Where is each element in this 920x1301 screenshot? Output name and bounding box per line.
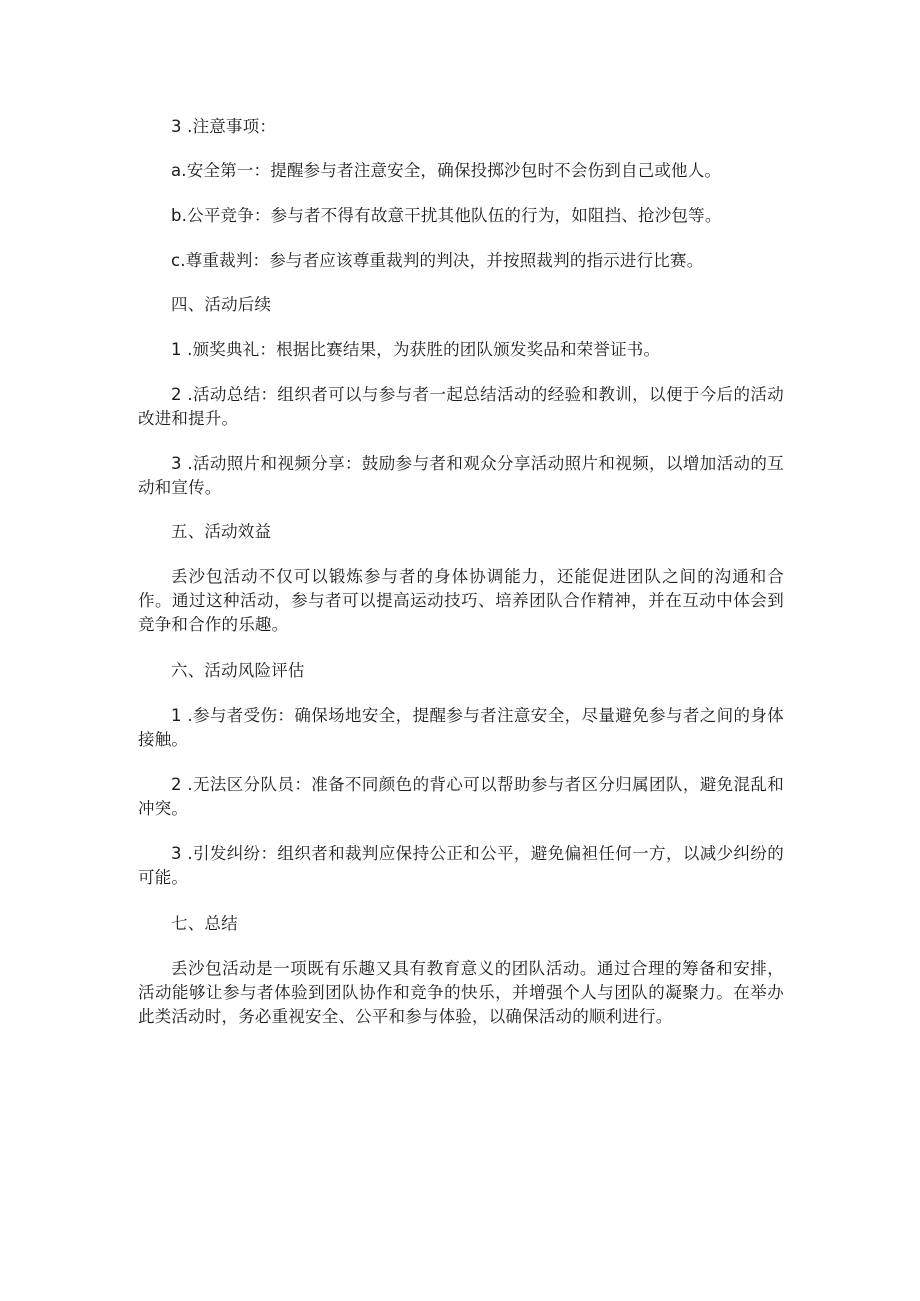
risks-item-3: 3 .引发纠纷：组织者和裁判应保持公正和公平，避免偏袒任何一方，以减少纠纷的可能。: [138, 844, 784, 887]
risks-item-2: 2 .无法区分队员：准备不同颜色的背心可以帮助参与者区分归属团队，避免混乱和冲突。: [138, 775, 784, 818]
followup-item-2: 2 .活动总结：组织者可以与参与者一起总结活动的经验和教训，以便于今后的活动改进和提升。: [138, 385, 784, 428]
notes-item-c: c.尊重裁判：参与者应该尊重裁判的判决，并按照裁判的指示进行比赛。: [171, 251, 704, 270]
followup-item-3: 3 .活动照片和视频分享：鼓励参与者和观众分享活动照片和视频，以增加活动的互动和宣传。: [138, 454, 784, 497]
notes-item-a: a.安全第一：提醒参与者注意安全，确保投掷沙包时不会伤到自己或他人。: [171, 161, 722, 180]
notes-item-b: b.公平竞争：参与者不得有故意干扰其他队伍的行为，如阻挡、抢沙包等。: [171, 206, 722, 225]
followup-heading: 四、活动后续: [171, 295, 272, 314]
summary-heading: 七、总结: [171, 914, 238, 933]
risks-heading: 六、活动风险评估: [171, 661, 305, 680]
notes-heading: 3 .注意事项：: [171, 117, 277, 136]
risks-item-1: 1 .参与者受伤：确保场地安全，提醒参与者注意安全，尽量避免参与者之间的身体接触。: [138, 706, 784, 749]
followup-item-1: 1 .颁奖典礼：根据比赛结果，为获胜的团队颁发奖品和荣誉证书。: [171, 340, 661, 359]
benefits-heading: 五、活动效益: [171, 522, 272, 541]
benefits-text: 丢沙包活动不仅可以锻炼参与者的身体协调能力，还能促进团队之间的沟通和合作。通过这种活动，参与者可以提高运动技巧、培养团队合作精神，并在互动中体会到竞争和合作的乐趣。: [138, 567, 784, 634]
summary-text: 丢沙包活动是一项既有乐趣又具有教育意义的团队活动。通过合理的筹备和安排，活动能够让参与者体验到团队协作和竞争的快乐，并增强个人与团队的凝聚力。在举办此类活动时，务必重视安全、公平和参与体验，以确保活动的顺利进行。: [138, 959, 784, 1026]
